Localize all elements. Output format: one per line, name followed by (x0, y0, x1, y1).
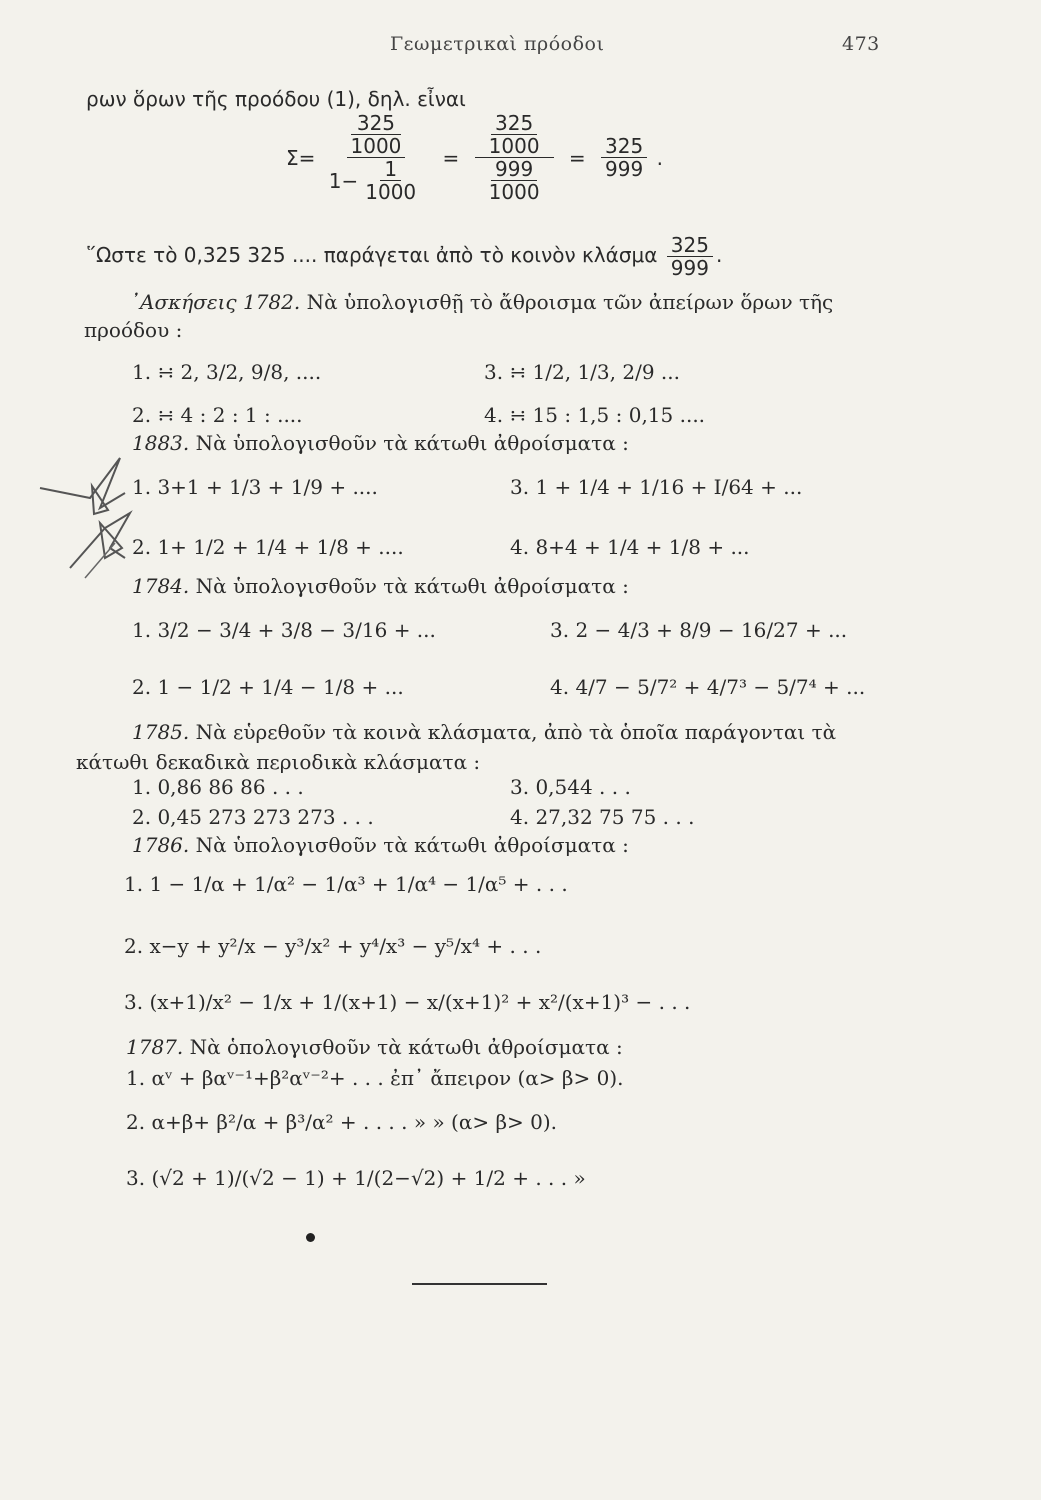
equals-1: = (442, 145, 460, 170)
exercise-text: Νὰ ὁπολογισθοῦν τὰ κάτωθι ἀθροίσματα : (189, 1035, 623, 1059)
exercise-item: 3. 0,544 . . . (510, 775, 631, 799)
exercise-item: 2. α+β+ β²/α + β³/α² + . . . . » » (α> β> 0). (126, 1110, 558, 1134)
exercise-item: 4. 4/7 − 5/7² + 4/7³ − 5/7⁴ + ... (550, 675, 866, 699)
exercise-text: Νὰ ὑπολογισθοῦν τὰ κάτωθι ἀθροίσματα : (195, 574, 629, 598)
conclusion-fraction (667, 234, 713, 279)
f1-den-fraction (361, 158, 420, 203)
period: . (656, 145, 663, 170)
exercise-label: 1784. (132, 574, 190, 598)
exercise-item: 3. 1 + 1/4 + 1/16 + I/64 + ... (510, 475, 803, 499)
sigma-symbol: Σ= (286, 145, 316, 170)
exercise-1784-heading (132, 574, 629, 598)
exercise-1782-heading (130, 290, 833, 314)
exercise-1782-text2: προόδου : (84, 318, 183, 342)
exercise-item: 2. ∺ 4 : 2 : 1 : .... (132, 403, 303, 427)
exercise-item: 3. (√2 + 1)/(√2 − 1) + 1/(2−√2) + 1/2 + . . . » (126, 1166, 586, 1190)
page-number: 473 (842, 33, 880, 55)
exercise-item: 2. 0,45 273 273 273 . . . (132, 805, 374, 829)
exercise-item: 4. 8+4 + 1/4 + 1/8 + ... (510, 535, 750, 559)
pencil-mark (30, 448, 140, 583)
f1-den-den: 1000 (365, 180, 417, 204)
exercise-item: 3. ∺ 1/2, 1/3, 2/9 ... (484, 360, 680, 384)
fraction-1 (325, 112, 427, 203)
exercise-item: 1. ∺ 2, 3/2, 9/8, .... (132, 360, 322, 384)
exercise-label: 1786. (132, 833, 190, 857)
exercise-text: Νὰ ὑπολογισθοῦν τὰ κάτωθι ἀθροίσματα : (195, 431, 629, 455)
exercise-item: 3. 2 − 4/3 + 8/9 − 16/27 + ... (550, 618, 848, 642)
exercise-1883-heading (132, 431, 629, 455)
f2-den-top: 999 (491, 158, 537, 181)
f2-num-top: 325 (491, 112, 537, 135)
conclusion-line: ῞Ωστε τὸ 0,325 325 .... παράγεται ἀπὸ τὸ κοινὸν κλάσμα $\frac{325}{999}$ . (86, 233, 723, 280)
f2-num-bot: 1000 (488, 134, 540, 158)
f1-num-top: 325 (351, 112, 401, 135)
f2-den-bot: 1000 (488, 180, 540, 204)
exercise-1785-heading (132, 720, 836, 744)
exercise-label: ᾿Ασκήσεις 1782. (130, 290, 301, 314)
f1-den-lead: 1− (328, 168, 359, 193)
f1-num-bot: 1000 (350, 134, 402, 158)
exercise-item: 3. (x+1)/x² − 1/x + 1/(x+1) − x/(x+1)² + x²/(x+1)³ − . . . (124, 990, 691, 1014)
f3-num: 325 (601, 135, 647, 158)
exercise-text: Νὰ εὑρεθοῦν τὰ κοινὰ κλάσματα, ἀπὸ τὰ ὁποῖα παράγονται τὰ (195, 720, 837, 744)
ink-dot (306, 1233, 315, 1242)
exercise-item: 1. 1 − 1/α + 1/α² − 1/α³ + 1/α⁴ − 1/α⁵ + . . . (124, 872, 568, 896)
exercise-1786-heading (132, 833, 629, 857)
exercise-label: 1787. (126, 1035, 184, 1059)
f1-den-num: 1 (380, 158, 401, 181)
exercise-item: 2. x−y + y²/x − y³/x² + y⁴/x³ − y⁵/x⁴ + . . . (124, 934, 542, 958)
equals-2: = (568, 145, 586, 170)
exercise-item: 1. 3/2 − 3/4 + 3/8 − 3/16 + ... (132, 618, 436, 642)
sum-equation (286, 112, 663, 203)
exercise-item: 1. 0,86 86 86 . . . (132, 775, 304, 799)
exercise-1785-text2: κάτωθι δεκαδικὰ περιοδικὰ κλάσματα : (76, 750, 481, 774)
conclusion-den: 999 (670, 256, 709, 280)
exercise-text: Νὰ ὑπολογισθῇ τὸ ἄθροισμα τῶν ἀπείρων ὅρων τῆς (306, 290, 834, 314)
conclusion-num: 325 (667, 234, 713, 257)
exercise-item: 2. 1+ 1/2 + 1/4 + 1/8 + .... (132, 535, 404, 559)
f3-den: 999 (605, 157, 644, 181)
exercise-text: Νὰ ὑπολογισθοῦν τὰ κάτωθι ἀθροίσματα : (195, 833, 629, 857)
exercise-item: 4. ∺ 15 : 1,5 : 0,15 .... (484, 403, 706, 427)
exercise-item: 4. 27,32 75 75 . . . (510, 805, 695, 829)
fraction-2 (475, 112, 554, 203)
exercise-1787-heading (126, 1035, 623, 1059)
running-title: Γεωμετρικαὶ πρόοδοι (390, 33, 605, 55)
exercise-label: 1785. (132, 720, 190, 744)
exercise-item: 1. 3+1 + 1/3 + 1/9 + .... (132, 475, 378, 499)
exercise-item: 2. 1 − 1/2 + 1/4 − 1/8 + ... (132, 675, 404, 699)
exercise-label: 1883. (132, 431, 190, 455)
conclusion-text: ῞Ωστε τὸ 0,325 325 .... παράγεται ἀπὸ τὸ κοινὸν κλάσμα (86, 243, 658, 267)
intro-line: ρων ὅρων τῆς προόδου (1), δηλ. εἶναι (86, 87, 466, 111)
end-rule (412, 1283, 547, 1285)
fraction-3 (601, 135, 647, 180)
exercise-item: 1. αᵛ + βαᵛ⁻¹+β²αᵛ⁻²+ . . . ἐπ᾿ ἄπειρον (α> β> 0). (126, 1066, 624, 1090)
